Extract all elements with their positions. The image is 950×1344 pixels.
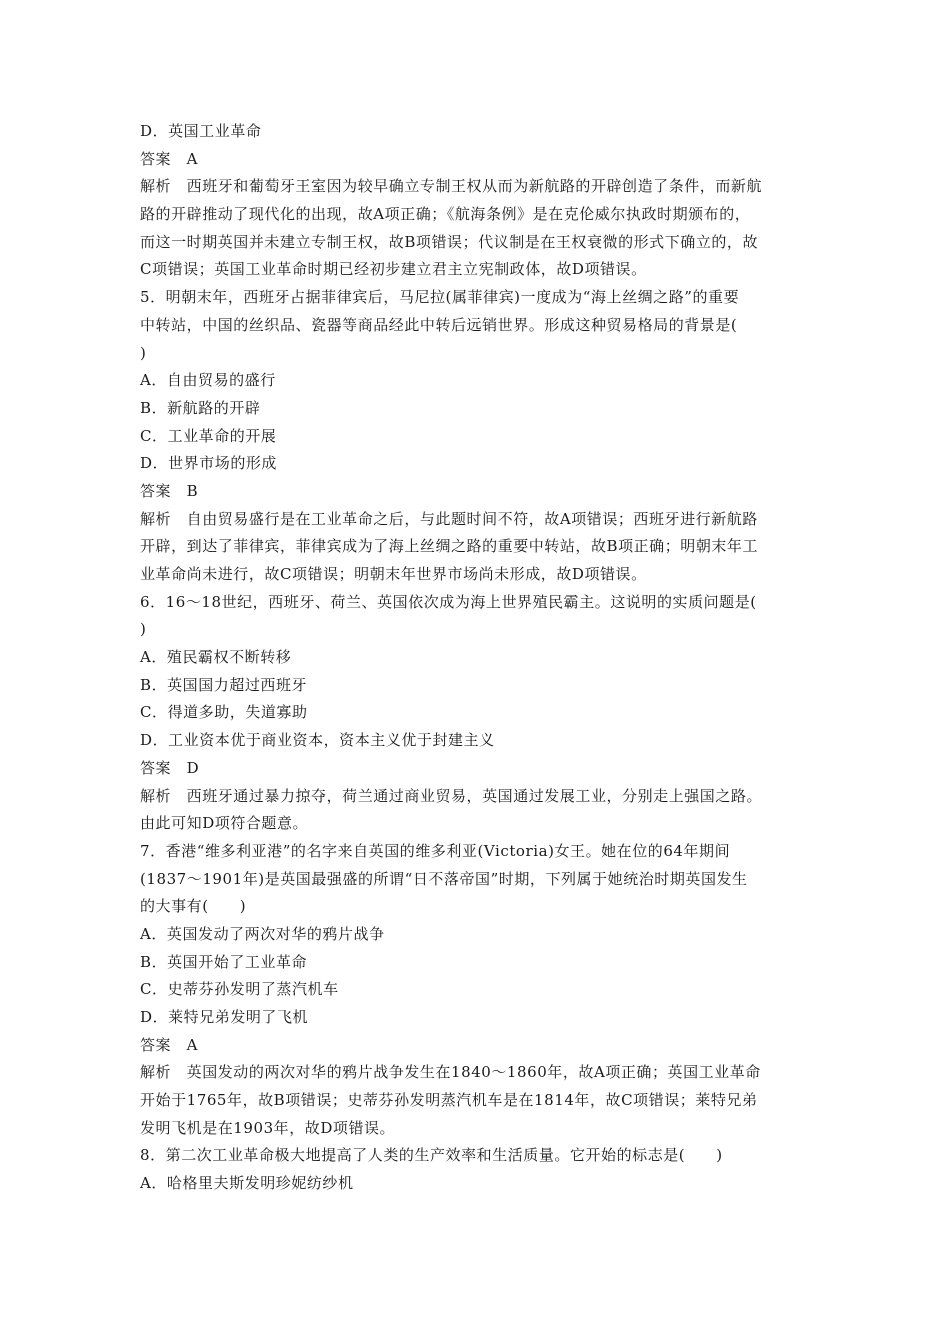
explanation-q4-line1: 解析 西班牙和葡萄牙王室因为较早确立专制王权从而为新航路的开辟创造了条件，而新航 <box>140 177 763 196</box>
option-c-q5: C．工业革命的开展 <box>140 426 277 445</box>
explanation-q5-line3: 业革命尚未进行，故C项错误；明朝末年世界市场尚未形成，故D项错误。 <box>140 565 647 583</box>
option-d-q7: D．莱特兄弟发明了飞机 <box>140 1008 309 1026</box>
explanation-q4-line4: C项错误；英国工业革命时期已经初步建立君主立宪制政体，故D项错误。 <box>140 260 647 279</box>
explanation-q4-line2: 路的开辟推动了现代化的出现，故A项正确；《航海条例》是在克伦威尔执政时期颁布的， <box>140 205 751 224</box>
explanation-q5-line2: 开辟，到达了菲律宾，菲律宾成为了海上丝绸之路的重要中转站，故B项正确；明朝末年工 <box>140 537 759 556</box>
document-page <box>140 118 812 1198</box>
option-b-q7: B．英国开始了工业革命 <box>140 952 308 971</box>
explanation-q7-line2: 开始于1765年，故B项错误；史蒂芬孙发明蒸汽机车是在1814年，故C项错误；莱特兄弟 <box>140 1091 758 1110</box>
question-5-line2: 中转站，中国的丝织品、瓷器等商品经此中转后远销世界。形成这种贸易格局的背景是( <box>140 315 738 334</box>
explanation-q6-line1: 解析 西班牙通过暴力掠夺，荷兰通过商业贸易，英国通过发展工业，分别走上强国之路。 <box>140 786 763 805</box>
option-a-q7: A．英国发动了两次对华的鸦片战争 <box>140 924 385 943</box>
answer-q4: 答案 A <box>140 149 199 168</box>
question-6-line2: ) <box>140 620 147 639</box>
explanation-q5-line1: 解析 自由贸易盛行是在工业革命之后，与此题时间不符，故A项错误；西班牙进行新航路 <box>140 509 758 528</box>
option-d-q5: D．世界市场的形成 <box>140 454 277 473</box>
option-a-q6: A．殖民霸权不断转移 <box>140 648 292 667</box>
question-7-line3: 的大事有( ) <box>140 897 247 916</box>
answer-q6: 答案 D <box>140 758 200 777</box>
answer-q7: 答案 A <box>140 1035 199 1054</box>
answer-q5: 答案 B <box>140 481 199 500</box>
option-b-q6: B．英国国力超过西班牙 <box>140 675 308 694</box>
question-5-line3: ) <box>140 343 147 362</box>
question-8-line1: 8．第二次工业革命极大地提高了人类的生产效率和生活质量。它开始的标志是( ) <box>140 1146 723 1165</box>
explanation-q4-line3: 而这一时期英国并未建立专制王权，故B项错误；代议制是在王权衰微的形式下确立的，故 <box>140 232 759 251</box>
question-6-line1: 6．16～18世纪，西班牙、荷兰、英国依次成为海上世界殖民霸主。这说明的实质问题是( <box>140 592 757 611</box>
option-a-q5: A．自由贸易的盛行 <box>140 371 276 390</box>
option-c-q7: C．史蒂芬孙发明了蒸汽机车 <box>140 980 339 999</box>
question-7-line2: (1837～1901年)是英国最强盛的所谓“日不落帝国”时期，下列属于她统治时期英国发生 <box>140 869 748 888</box>
option-a-q8: A．哈格里夫斯发明珍妮纺纱机 <box>140 1174 354 1193</box>
explanation-q7-line1: 解析 英国发动的两次对华的鸦片战争发生在1840～1860年，故A项正确；英国工业革命 <box>140 1063 761 1082</box>
option-c-q6: C．得道多助，失道寡助 <box>140 703 308 722</box>
question-5-line1: 5．明朝末年，西班牙占据菲律宾后，马尼拉(属菲律宾)一度成为“海上丝绸之路”的重要 <box>140 288 740 307</box>
option-b-q5: B．新航路的开辟 <box>140 398 261 417</box>
option-d-q4: D．英国工业革命 <box>140 122 262 140</box>
explanation-q6-line2: 由此可知D项符合题意。 <box>140 814 309 833</box>
explanation-q7-line3: 发明飞机是在1903年，故D项错误。 <box>140 1118 396 1137</box>
question-7-line1: 7．香港“维多利亚港”的名字来自英国的维多利亚(Victoria)女王。她在位的64年期间 <box>140 841 731 860</box>
option-d-q6: D．工业资本优于商业资本，资本主义优于封建主义 <box>140 731 495 750</box>
